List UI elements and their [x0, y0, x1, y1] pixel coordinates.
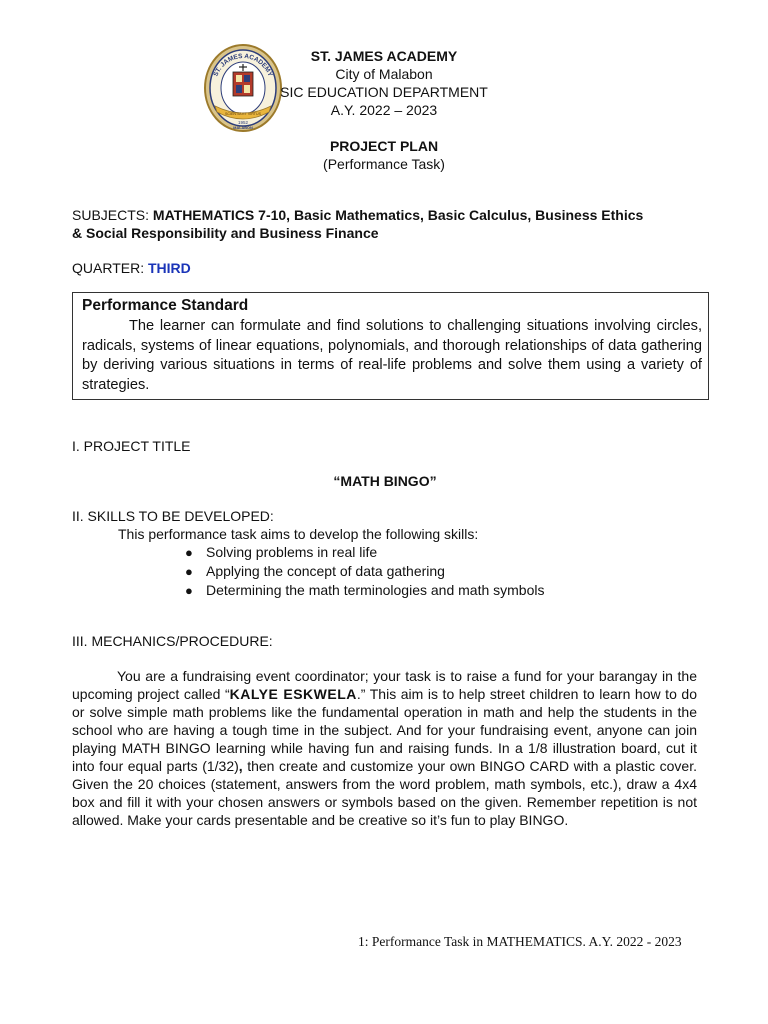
paragraph-text: then create and customize your own BINGO CARD with a plastic cover. Given the 20 choices (statement, answers from the word problem, math symbols, etc.), draw a 4x4 box and fill it with your chosen answers or symbols based on the given. Remember repetition is not allowed. Make your cards presentable and be creative so it’s fun to play BINGO.: [72, 758, 697, 828]
section-2-heading: II. SKILLS TO BE DEVELOPED:: [72, 508, 274, 524]
page-footer: 1: Performance Task in MATHEMATICS. A.Y. 2022 - 2023: [358, 934, 682, 949]
list-item: [185, 543, 545, 562]
subjects-line-2: & Social Responsibility and Business Finance: [72, 225, 379, 241]
academic-year: A.Y. 2022 – 2023: [330, 102, 438, 118]
bullet-icon: ●: [185, 583, 193, 598]
paragraph-text: .” This aim is to help street children to learn how to do or solve simple math problems like the fundamental operation in math and help the students in the school who are having a tough time in the subject. And for your fundraising event, anyone can join playing MATH BINGO learning while having fun and raising funds. In a 1/8 illustration board, cut it into four equal parts (1/32): [72, 686, 697, 774]
seal-year: 1952: [237, 120, 249, 125]
list-item: [185, 581, 545, 600]
project-name: KALYE ESKWELA: [229, 686, 357, 702]
bullet-icon: ●: [185, 564, 193, 579]
mechanics-paragraph: [72, 667, 697, 829]
seal-text-top: ST. JAMES ACADEMY: [212, 52, 274, 78]
performance-standard-text: The learner can formulate and find solutions to challenging situations involving circles, radicals, systems of linear equations, polynomials, and thorough relationships of data gathering by deriving various situations in terms of real-life problems and solve them using a variety of strategies.: [82, 318, 702, 393]
section-3-heading: III. MECHANICS/PROCEDURE:: [72, 633, 273, 649]
seal-text-bottom: MALABON: [233, 126, 253, 130]
school-city: City of Malabon: [335, 66, 433, 82]
document-subtitle: (Performance Task): [323, 156, 445, 172]
subjects-line-1: [72, 206, 712, 224]
section-1-heading: I. PROJECT TITLE: [72, 438, 191, 454]
skill-text: Applying the concept of data gathering: [206, 563, 445, 579]
quarter-label: QUARTER:: [72, 260, 148, 276]
skills-list: [185, 543, 545, 600]
seal-banner: SCIENTIA ET VIRTUS: [224, 112, 262, 116]
paragraph-text: You are a fundraising event coordinator; your task is to raise a fund for your barangay in the upcoming project called “: [72, 668, 697, 702]
performance-standard-title: Performance Standard: [82, 297, 249, 314]
subjects-value: MATHEMATICS 7-10, Basic Mathematics, Basic Calculus, Business Ethics: [152, 207, 644, 223]
performance-standard-box: [72, 292, 709, 400]
quarter-line: [72, 259, 191, 277]
document-title: PROJECT PLAN: [329, 138, 439, 154]
bullet-icon: ●: [185, 545, 193, 560]
skills-intro: This performance task aims to develop the following skills:: [118, 526, 479, 542]
subjects-label: SUBJECTS:: [72, 207, 153, 223]
paragraph-comma: ,: [238, 758, 243, 774]
school-name: ST. JAMES ACADEMY: [310, 48, 458, 64]
quarter-value: THIRD: [147, 260, 191, 276]
skill-text: Determining the math terminologies and math symbols: [206, 582, 545, 598]
list-item: [185, 562, 545, 581]
skill-text: Solving problems in real life: [206, 544, 378, 560]
department-name: SIC EDUCATION DEPARTMENT: [280, 84, 488, 100]
project-title: “MATH BINGO”: [333, 473, 437, 489]
